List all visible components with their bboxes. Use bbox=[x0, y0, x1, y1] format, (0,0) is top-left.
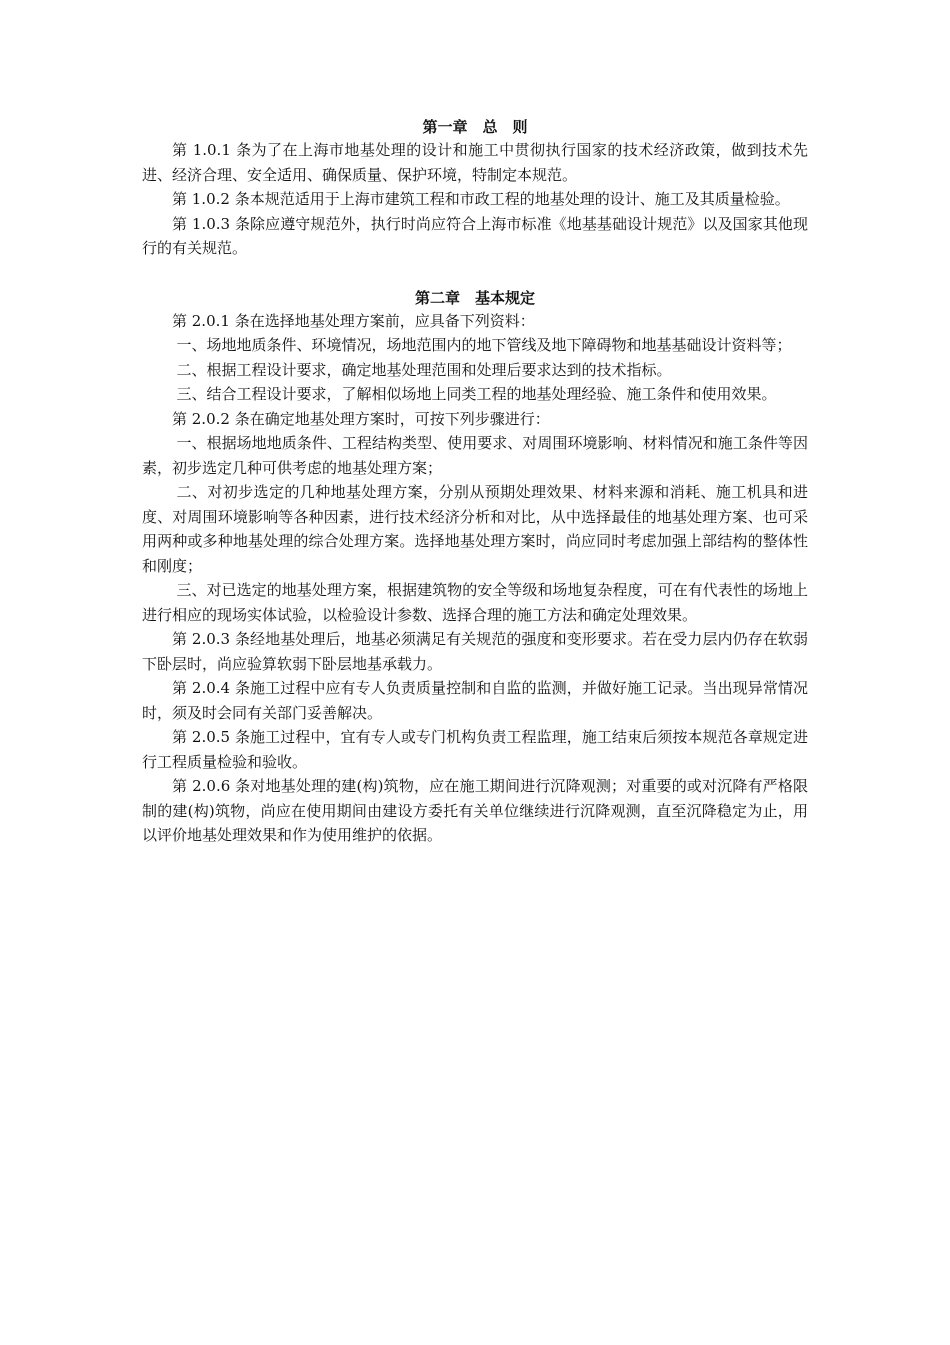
article-2-0-3: 第 2.0.3 条经地基处理后，地基必须满足有关规范的强度和变形要求。若在受力层内仍存在软弱下卧层时，尚应验算软弱下卧层地基承载力。 bbox=[142, 630, 808, 673]
article-1-0-2: 第 1.0.2 条本规范适用于上海市建筑工程和市政工程的地基处理的设计、施工及其质量检验。 bbox=[172, 190, 790, 208]
article-1-0-3: 第 1.0.3 条除应遵守规范外，执行时尚应符合上海市标准《地基基础设计规范》以及国家其他现行的有关规范。 bbox=[142, 214, 808, 257]
document-page bbox=[142, 116, 808, 848]
article-2-0-1-item-2: 二、根据工程设计要求，确定地基处理范围和处理后要求达到的技术指标。 bbox=[176, 360, 672, 379]
chapter-2-title: 第二章 基本规定 bbox=[414, 288, 535, 307]
article-2-0-1-item-1: 一、场地地质条件、环境情况，场地范围内的地下管线及地下障碍物和地基基础设计资料等； bbox=[176, 336, 792, 354]
article-2-0-1: 第 2.0.1 条在选择地基处理方案前，应具备下列资料： bbox=[172, 311, 535, 330]
article-1-0-1: 第 1.0.1 条为了在上海市地基处理的设计和施工中贯彻执行国家的技术经济政策，做到技术先进、经济合理、安全适用、确保质量、保护环境，特制定本规范。 bbox=[142, 141, 808, 184]
article-2-0-2-item-3: 三、对已选定的地基处理方案，根据建筑物的安全等级和场地复杂程度，可在有代表性的场地上进行相应的现场实体试验，以检验设计参数、选择合理的施工方法和确定处理效果。 bbox=[142, 581, 808, 624]
article-2-0-2: 第 2.0.2 条在确定地基处理方案时，可按下列步骤进行： bbox=[172, 409, 550, 428]
chapter-1-section bbox=[142, 116, 808, 261]
chapter-1-title: 第一章 总 则 bbox=[422, 118, 528, 136]
article-2-0-2-item-1: 一、根据场地地质条件、工程结构类型、使用要求、对周围环境影响、材料情况和施工条件等因素，初步选定几种可供考虑的地基处理方案； bbox=[142, 434, 808, 477]
article-2-0-6: 第 2.0.6 条对地基处理的建(构)筑物，应在施工期间进行沉降观测；对重要的或对沉降有严格限制的建(构)筑物，尚应在使用期间由建设方委托有关单位继续进行沉降观测，直至沉降稳定为止，用以评价地基处理效果和作为使用维护的依据。 bbox=[142, 777, 808, 844]
chapter-2-section bbox=[142, 287, 808, 848]
article-2-0-5: 第 2.0.5 条施工过程中，宜有专人或专门机构负责工程监理，施工结束后须按本规范各章规定进行工程质量检验和验收。 bbox=[142, 728, 808, 771]
article-2-0-4: 第 2.0.4 条施工过程中应有专人负责质量控制和自监的监测，并做好施工记录。当出现异常情况时，须及时会同有关部门妥善解决。 bbox=[142, 679, 808, 722]
article-2-0-1-item-3: 三、结合工程设计要求，了解相似场地上同类工程的地基处理经验、施工条件和使用效果。 bbox=[176, 385, 777, 403]
article-2-0-2-item-2: 二、对初步选定的几种地基处理方案，分别从预期处理效果、材料来源和消耗、施工机具和进度、对周围环境影响等各种因素，进行技术经济分析和对比，从中选择最佳的地基处理方案、也可采用两种或多种地基处理的综合处理方案。选择地基处理方案时，尚应同时考虑加强上部结构的整体性和刚度； bbox=[142, 483, 808, 575]
